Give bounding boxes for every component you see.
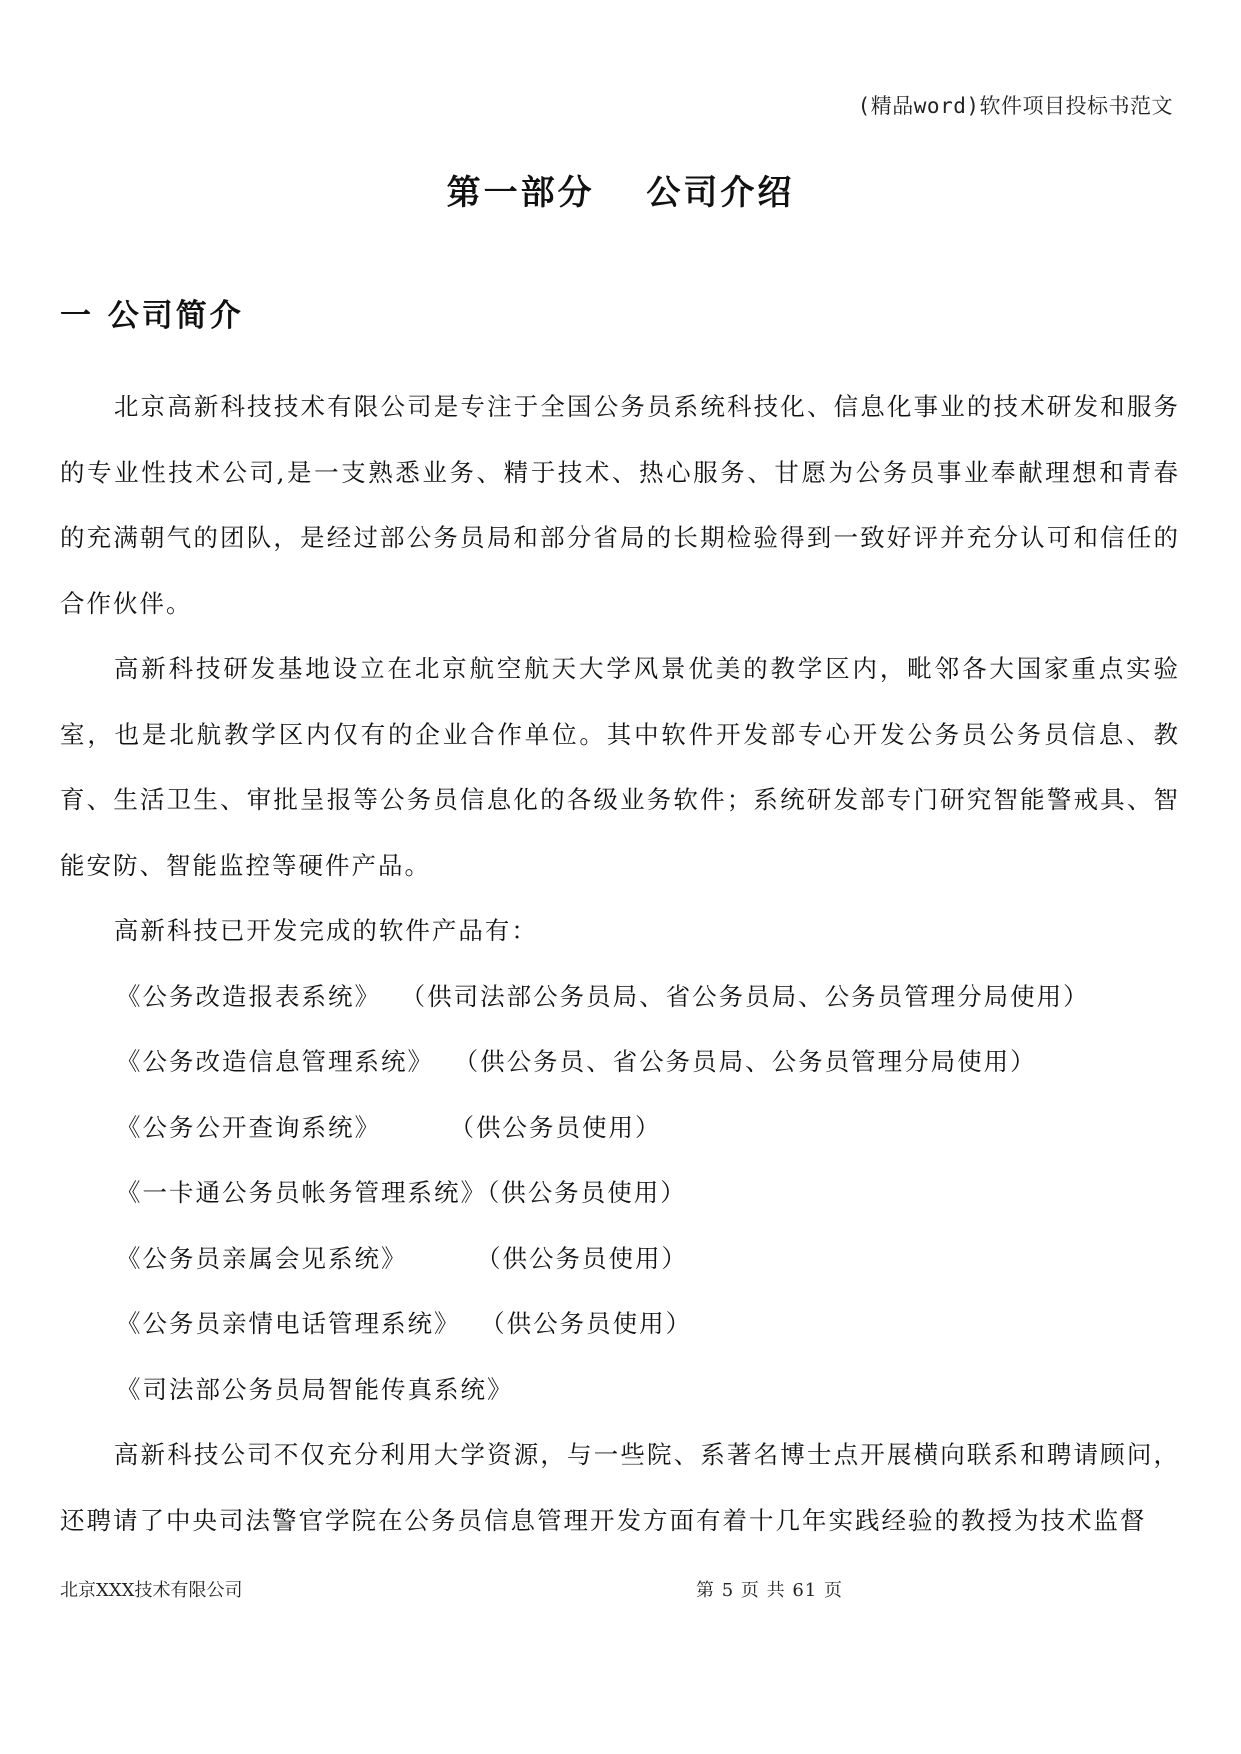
footer-company: 北京XXX技术有限公司 [60, 1580, 243, 1601]
document-header-note: (精品word)软件项目投标书范文 [857, 94, 1173, 118]
product-list-item: 《公务公开查询系统》 （供公务员使用） [116, 1112, 662, 1142]
paragraph-company-intro: 北京高新科技技术有限公司是专注于全国公务员系统科技化、信息化事业的技术研发和服务的专业性技术公司,是一支熟悉业务、精于技术、热心服务、甘愿为公务员事业奉献理想和青春的充满朝气的团队，是经过部公务员局和部分省局的长期检验得到一致好评并充分认可和信任的合作伙伴。 [60, 392, 1180, 618]
product-list-item: 《司法部公务员局智能传真系统》 [116, 1374, 514, 1404]
part-title: 第一部分 公司介绍 [446, 173, 795, 213]
product-list-item: 《公务改造信息管理系统》 （供公务员、省公务员局、公务员管理分局使用） [116, 1047, 1037, 1076]
product-list-item: 《一卡通公务员帐务管理系统》（供公务员使用） [116, 1178, 687, 1207]
product-list-item: 《公务员亲属会见系统》 （供公务员使用） [116, 1243, 689, 1273]
paragraph-products-intro: 高新科技已开发完成的软件产品有： [113, 916, 538, 945]
document-body [60, 374, 1180, 1553]
paragraph-university-resources: 高新科技公司不仅充分利用大学资源，与一些院、系著名博士点开展横向联系和聘请顾问，还聘请了中央司法警官学院在公务员信息管理开发方面有着十几年实践经验的教授为技术监督 [60, 1440, 1180, 1535]
product-list-item: 《公务改造报表系统》 （供司法部公务员局、省公务员局、公务员管理分局使用） [116, 981, 1090, 1011]
paragraph-research-base: 高新科技研发基地设立在北京航空航天大学风景优美的教学区内，毗邻各大国家重点实验室，也是北航教学区内仅有的企业合作单位。其中软件开发部专心开发公务员公务员信息、教育、生活卫生、审批呈报等公务员信息化的各级业务软件；系统研发部专门研究智能警戒具、智能安防、智能监控等硬件产品。 [60, 654, 1180, 880]
section-heading: 一 公司简介 [60, 298, 244, 334]
footer-page-number: 第 5 页 共 61 页 [696, 1580, 843, 1601]
product-list-item: 《公务员亲情电话管理系统》 （供公务员使用） [116, 1309, 693, 1338]
